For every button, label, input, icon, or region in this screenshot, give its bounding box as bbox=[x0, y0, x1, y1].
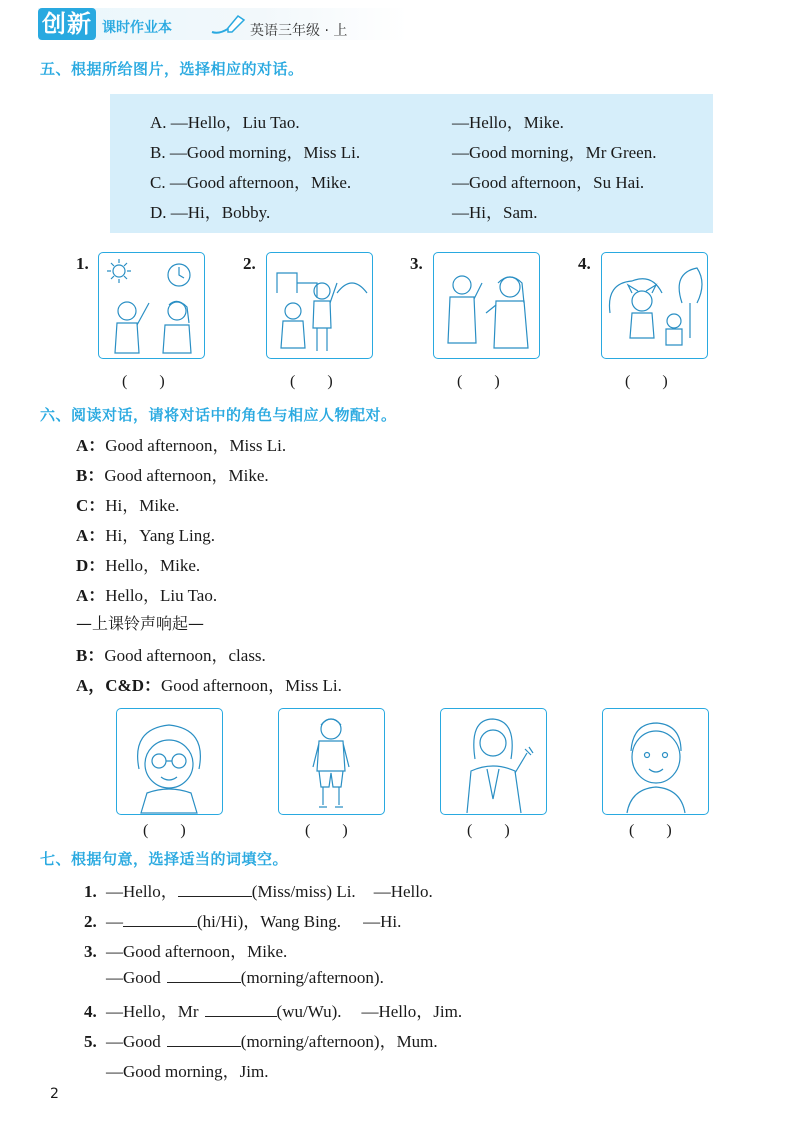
dialog-c-right: —Good afternoon，Su Hai. bbox=[452, 173, 645, 192]
picture-1-answer[interactable]: ( ) bbox=[122, 373, 165, 390]
page-header bbox=[38, 8, 408, 40]
question-number: 4. bbox=[84, 1002, 97, 1021]
question-options: (hi/Hi)，Wang Bing. bbox=[197, 912, 342, 931]
question-reply: —Hello. bbox=[373, 882, 433, 901]
speaker-label: A： bbox=[76, 526, 106, 545]
dialog-d-right: —Hi，Sam. bbox=[452, 203, 538, 222]
bell-rings-line: —上课铃声响起— bbox=[76, 614, 205, 633]
line-text: Hello，Liu Tao. bbox=[105, 586, 218, 605]
book-title: 英语三年级 · 上 bbox=[250, 23, 348, 39]
character-boy bbox=[278, 708, 385, 815]
question-reply: —Hello，Jim. bbox=[361, 1002, 463, 1021]
dialog-line bbox=[76, 581, 217, 606]
picture-3-answer[interactable]: ( ) bbox=[457, 373, 500, 390]
question-1 bbox=[84, 877, 433, 902]
question-5-reply: —Good morning，Jim. bbox=[106, 1062, 269, 1081]
speaker-label: B： bbox=[76, 466, 105, 485]
speaker-label: C： bbox=[76, 496, 106, 515]
picture-3-illustration bbox=[433, 252, 540, 359]
line-text: Good afternoon，Miss Li. bbox=[161, 676, 342, 695]
question-options: (Miss/miss) Li. bbox=[251, 882, 356, 901]
character-3-answer[interactable]: ( ) bbox=[467, 822, 510, 839]
question-number: 2. bbox=[84, 912, 97, 931]
character-woman-teacher bbox=[440, 708, 547, 815]
question-text: —Good bbox=[106, 1032, 161, 1051]
question-number: 5. bbox=[84, 1032, 97, 1051]
picture-number-1: 1. bbox=[76, 254, 89, 273]
answer-blank[interactable] bbox=[167, 967, 241, 983]
answer-blank[interactable] bbox=[205, 1001, 277, 1017]
character-4-answer[interactable]: ( ) bbox=[629, 822, 672, 839]
question-4 bbox=[84, 997, 462, 1022]
section7-title: 七、根据句意，选择适当的词填空。 bbox=[40, 850, 289, 868]
question-text: —Good afternoon，Mike. bbox=[106, 942, 288, 961]
section6-title: 六、阅读对话，请将对话中的角色与相应人物配对。 bbox=[40, 406, 397, 424]
answer-blank[interactable] bbox=[167, 1031, 241, 1047]
question-text: — bbox=[106, 912, 123, 931]
question-options: (morning/afternoon)，Mum. bbox=[240, 1032, 438, 1051]
picture-1-illustration bbox=[98, 252, 205, 359]
dialog-b-right: —Good morning，Mr Green. bbox=[452, 143, 657, 162]
section5-title: 五、根据所给图片，选择相应的对话。 bbox=[40, 60, 304, 78]
dialog-a-right: —Hello，Mike. bbox=[452, 113, 564, 132]
line-text: Hello，Mike. bbox=[105, 556, 201, 575]
dialog-c-left: C. —Good afternoon，Mike. bbox=[150, 173, 352, 192]
question-options: (wu/Wu). bbox=[276, 1002, 342, 1021]
dialog-line bbox=[76, 521, 215, 546]
line-text: Hi，Yang Ling. bbox=[105, 526, 216, 545]
character-1-answer[interactable]: ( ) bbox=[143, 822, 186, 839]
speaker-label: B： bbox=[76, 646, 105, 665]
brand-logo: 创新 bbox=[38, 8, 96, 40]
line-text: Good afternoon，Miss Li. bbox=[105, 436, 287, 455]
question-text: —Hello，Mr bbox=[106, 1002, 199, 1021]
question-3-reply bbox=[106, 967, 384, 988]
dialog-d-left: D. —Hi，Bobby. bbox=[150, 203, 271, 222]
dialog-b-left: B. —Good morning，Miss Li. bbox=[150, 143, 361, 162]
character-2-answer[interactable]: ( ) bbox=[305, 822, 348, 839]
question-text: —Hello， bbox=[106, 882, 178, 901]
page-number: 2 bbox=[50, 1086, 59, 1102]
question-number: 3. bbox=[84, 942, 97, 961]
line-text: Good afternoon，Mike. bbox=[104, 466, 269, 485]
speaker-label: A： bbox=[76, 436, 106, 455]
question-number: 1. bbox=[84, 882, 97, 901]
dialog-a-left: A. —Hello，Liu Tao. bbox=[150, 113, 300, 132]
picture-number-4: 4. bbox=[578, 254, 591, 273]
picture-2-answer[interactable]: ( ) bbox=[290, 373, 333, 390]
picture-4-answer[interactable]: ( ) bbox=[625, 373, 668, 390]
dialog-line bbox=[76, 461, 269, 486]
speaker-label: A，C&D： bbox=[76, 676, 161, 695]
picture-number-3: 3. bbox=[410, 254, 423, 273]
brand-subtitle: 课时作业本 bbox=[102, 20, 172, 36]
speaker-label: D： bbox=[76, 556, 106, 575]
question-3 bbox=[84, 937, 287, 962]
picture-2-illustration bbox=[266, 252, 373, 359]
dialog-options-box bbox=[110, 94, 713, 233]
character-girl-glasses bbox=[116, 708, 223, 815]
question-5 bbox=[84, 1027, 438, 1052]
line-text: Hi，Mike. bbox=[105, 496, 180, 515]
dialog-line bbox=[76, 551, 200, 576]
pen-icon bbox=[210, 14, 246, 36]
dialog-line bbox=[76, 641, 266, 666]
question-reply: —Hi. bbox=[363, 912, 402, 931]
dialog-line bbox=[76, 431, 286, 456]
answer-blank[interactable] bbox=[178, 881, 252, 897]
question-2 bbox=[84, 907, 401, 932]
character-boy-portrait bbox=[602, 708, 709, 815]
dialog-line bbox=[76, 671, 342, 696]
picture-number-2: 2. bbox=[243, 254, 256, 273]
picture-4-illustration bbox=[601, 252, 708, 359]
dialog-line bbox=[76, 491, 179, 516]
line-text: Good afternoon，class. bbox=[104, 646, 266, 665]
question-options: (morning/afternoon). bbox=[240, 968, 384, 987]
speaker-label: A： bbox=[76, 586, 106, 605]
question-reply: —Good bbox=[106, 968, 161, 987]
answer-blank[interactable] bbox=[123, 911, 197, 927]
